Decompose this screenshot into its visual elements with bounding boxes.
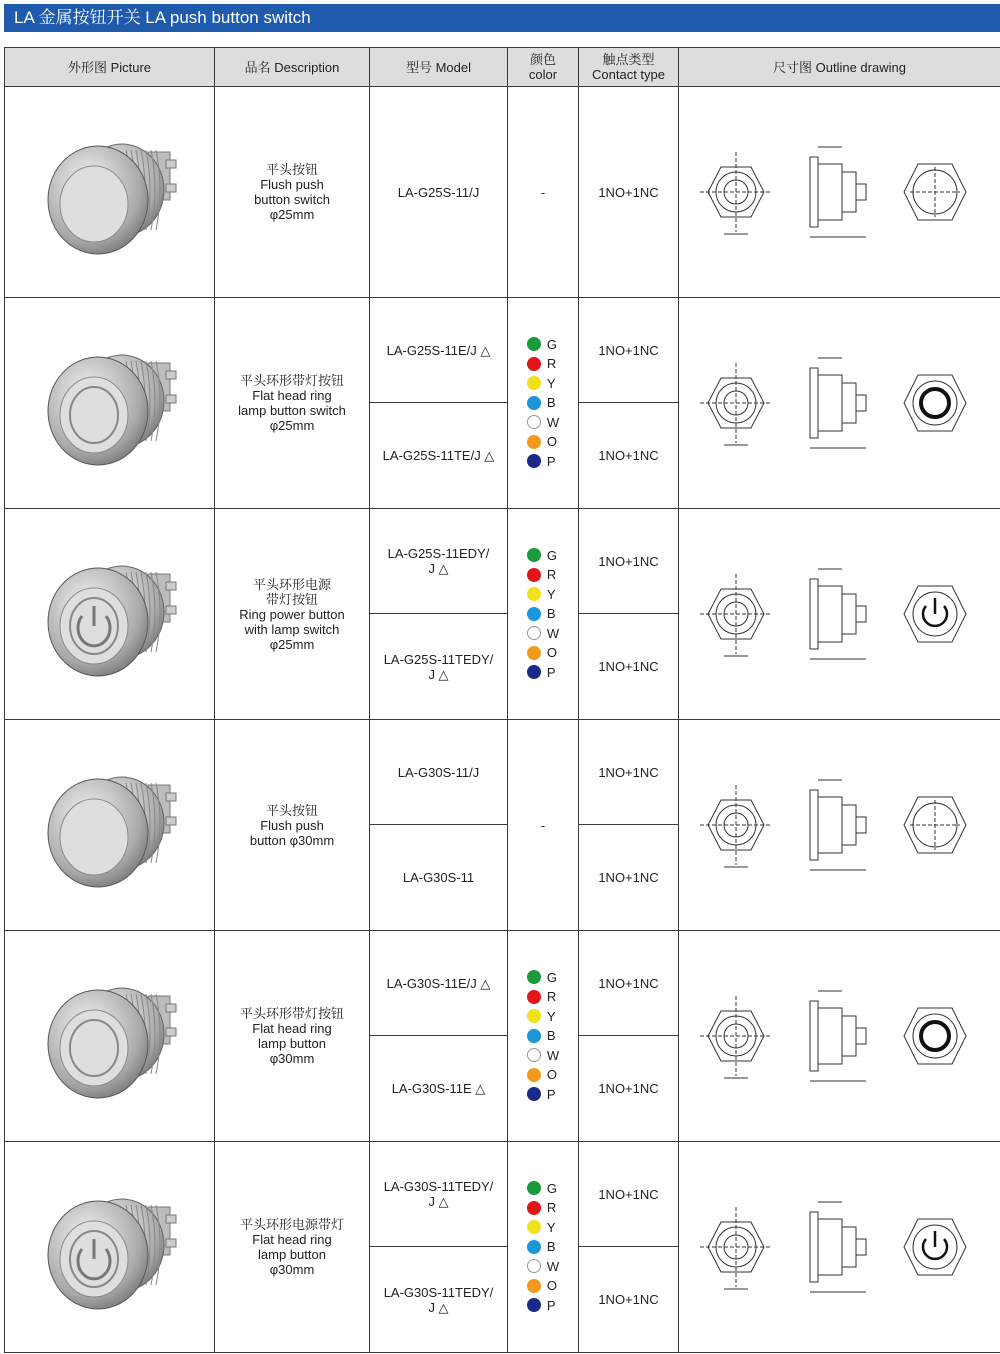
color-swatch-icon bbox=[527, 357, 541, 371]
description-cell bbox=[215, 931, 370, 1142]
color-option bbox=[527, 432, 559, 452]
header-drawing: 尺寸图 Outline drawing bbox=[679, 48, 1000, 87]
description-line: 平头环形带灯按钮 bbox=[239, 1006, 344, 1021]
drawing-cell bbox=[679, 298, 1000, 509]
description-line: with lamp switch bbox=[244, 621, 340, 637]
description-line: Flush push bbox=[260, 177, 324, 192]
table-row bbox=[5, 720, 1000, 825]
model-label: LA-G30S-11TEDY/ bbox=[383, 1284, 494, 1300]
model-cell bbox=[370, 1247, 508, 1353]
color-option bbox=[527, 1085, 559, 1105]
color-letter: B bbox=[546, 1028, 556, 1044]
drawing-cell bbox=[679, 931, 1000, 1142]
model-label: J △ bbox=[428, 1299, 449, 1315]
color-swatch-icon bbox=[527, 1240, 541, 1254]
description-cell bbox=[215, 720, 370, 931]
table-header-row bbox=[5, 48, 1000, 87]
color-swatch-icon bbox=[527, 990, 541, 1004]
model-label: LA-G30S-11E/J △ bbox=[386, 975, 491, 991]
color-swatch-icon bbox=[527, 396, 541, 410]
color-option bbox=[527, 565, 559, 585]
color-letter: Y bbox=[546, 586, 556, 602]
model-label: LA-G25S-11E/J △ bbox=[386, 342, 491, 358]
color-letter: W bbox=[546, 625, 560, 641]
color-cell bbox=[508, 931, 579, 1142]
outline-drawing-icon bbox=[690, 1177, 990, 1317]
description-cell bbox=[215, 87, 370, 298]
description-line: lamp button bbox=[258, 1036, 326, 1051]
color-option bbox=[527, 1198, 559, 1218]
description-line: Flat head ring bbox=[252, 1232, 332, 1247]
color-swatch-icon bbox=[527, 1009, 541, 1023]
description-line: button φ30mm bbox=[249, 832, 335, 848]
table-row bbox=[5, 298, 1000, 403]
color-letter: R bbox=[546, 356, 557, 372]
color-letter: G bbox=[546, 1180, 557, 1196]
color-letter: P bbox=[546, 664, 556, 680]
color-letter: R bbox=[546, 989, 557, 1005]
color-letter: G bbox=[546, 969, 557, 985]
description-line: 带灯按钮 bbox=[265, 591, 318, 607]
description-line: 平头环形带灯按钮 bbox=[239, 373, 344, 388]
picture-cell bbox=[5, 87, 215, 298]
color-dash: - bbox=[540, 817, 546, 833]
color-swatch-icon bbox=[527, 1087, 541, 1101]
model-label: LA-G25S-11TE/J △ bbox=[382, 448, 495, 463]
header-model: 型号 Model bbox=[370, 48, 508, 87]
table-row bbox=[5, 509, 1000, 614]
product-photo-icon bbox=[30, 745, 190, 905]
color-option bbox=[527, 1237, 559, 1257]
drawing-cell bbox=[679, 1142, 1000, 1353]
color-letter: R bbox=[546, 1200, 557, 1216]
color-swatch-icon bbox=[527, 1181, 541, 1195]
description-line: 平头环形电源 bbox=[252, 576, 331, 592]
header-color bbox=[508, 48, 579, 87]
color-dash: - bbox=[540, 184, 546, 200]
contact-cell: 1NO+1NC bbox=[579, 1142, 679, 1247]
product-photo-icon bbox=[30, 1167, 190, 1327]
color-cell bbox=[508, 298, 579, 509]
model-label: LA-G30S-11 bbox=[402, 870, 475, 885]
color-option bbox=[527, 643, 559, 663]
description-line: 平头按钮 bbox=[265, 802, 318, 818]
model-cell bbox=[370, 614, 508, 720]
color-option bbox=[527, 335, 559, 355]
table-row bbox=[5, 87, 1000, 298]
color-options bbox=[527, 335, 559, 472]
color-option bbox=[527, 624, 559, 644]
color-letter: W bbox=[546, 1258, 560, 1274]
color-swatch-icon bbox=[527, 1029, 541, 1043]
color-letter: O bbox=[546, 434, 557, 450]
color-letter: P bbox=[546, 1086, 556, 1102]
outline-drawing-icon bbox=[690, 122, 990, 262]
model-label: LA-G25S-11/J bbox=[397, 184, 480, 200]
color-swatch-icon bbox=[527, 435, 541, 449]
color-option bbox=[527, 374, 559, 394]
color-option bbox=[527, 1257, 559, 1277]
outline-drawing-icon bbox=[690, 755, 990, 895]
color-swatch-icon bbox=[527, 548, 541, 562]
contact-cell: 1NO+1NC bbox=[579, 298, 679, 403]
model-cell bbox=[370, 1036, 508, 1142]
table-body bbox=[5, 87, 1000, 1353]
product-photo-icon bbox=[30, 534, 190, 694]
outline-drawing-icon bbox=[690, 966, 990, 1106]
description-cell bbox=[215, 298, 370, 509]
color-letter: O bbox=[546, 645, 557, 661]
header-contact-cn: 触点类型 bbox=[602, 52, 655, 67]
outline-drawing-icon bbox=[690, 333, 990, 473]
color-letter: W bbox=[546, 1047, 560, 1063]
color-letter: B bbox=[546, 1239, 556, 1255]
model-cell bbox=[370, 931, 508, 1036]
color-option bbox=[527, 393, 559, 413]
model-cell bbox=[370, 403, 508, 509]
description-line: lamp button bbox=[258, 1247, 326, 1262]
drawing-cell bbox=[679, 509, 1000, 720]
page-banner: LA 金属按钮开关 LA push button switch bbox=[4, 4, 1000, 32]
color-option bbox=[527, 1026, 559, 1046]
header-description: 品名 Description bbox=[215, 48, 370, 87]
color-letter: P bbox=[546, 1297, 556, 1313]
header-color-en: color bbox=[528, 67, 558, 82]
color-swatch-icon bbox=[527, 587, 541, 601]
model-cell bbox=[370, 298, 508, 403]
description-line: φ30mm bbox=[269, 1051, 315, 1066]
color-option bbox=[527, 452, 559, 472]
header-color-cn: 颜色 bbox=[529, 52, 556, 67]
color-option bbox=[527, 604, 559, 624]
contact-cell: 1NO+1NC bbox=[579, 509, 679, 614]
contact-cell: 1NO+1NC bbox=[579, 825, 679, 931]
model-label: LA-G25S-11EDY/ bbox=[387, 546, 490, 561]
color-cell bbox=[508, 1142, 579, 1353]
table-row bbox=[5, 931, 1000, 1036]
color-option bbox=[527, 1065, 559, 1085]
contact-cell: 1NO+1NC bbox=[579, 87, 679, 298]
color-option bbox=[527, 1218, 559, 1238]
color-swatch-icon bbox=[527, 1279, 541, 1293]
picture-cell bbox=[5, 1142, 215, 1353]
color-swatch-icon bbox=[527, 626, 541, 640]
description-line: button switch bbox=[254, 192, 330, 207]
picture-cell bbox=[5, 509, 215, 720]
product-photo-icon bbox=[30, 112, 190, 272]
description-cell bbox=[215, 1142, 370, 1353]
contact-cell: 1NO+1NC bbox=[579, 614, 679, 720]
color-swatch-icon bbox=[527, 415, 541, 429]
color-swatch-icon bbox=[527, 1048, 541, 1062]
product-photo-icon bbox=[30, 323, 190, 483]
description-line: Ring power button bbox=[239, 606, 345, 622]
model-label: J △ bbox=[428, 561, 449, 576]
description-line: φ30mm bbox=[269, 1262, 315, 1277]
contact-cell: 1NO+1NC bbox=[579, 403, 679, 509]
color-letter: O bbox=[546, 1067, 557, 1083]
description-line: Flat head ring bbox=[252, 388, 332, 403]
color-swatch-icon bbox=[527, 454, 541, 468]
model-label: LA-G25S-11TEDY/ bbox=[383, 651, 494, 667]
color-option bbox=[527, 585, 559, 605]
color-option bbox=[527, 663, 559, 683]
model-label: J △ bbox=[428, 666, 449, 682]
outline-drawing-icon bbox=[690, 544, 990, 684]
color-swatch-icon bbox=[527, 1201, 541, 1215]
color-option bbox=[527, 987, 559, 1007]
color-option bbox=[527, 1179, 559, 1199]
description-line: 平头按钮 bbox=[265, 162, 318, 177]
model-cell bbox=[370, 509, 508, 614]
picture-cell bbox=[5, 298, 215, 509]
description-line: φ25mm bbox=[269, 207, 315, 222]
color-letter: Y bbox=[546, 1219, 556, 1235]
contact-cell: 1NO+1NC bbox=[579, 1036, 679, 1142]
description-line: φ25mm bbox=[269, 418, 315, 433]
contact-cell: 1NO+1NC bbox=[579, 931, 679, 1036]
color-cell bbox=[508, 509, 579, 720]
description-line: Flat head ring bbox=[252, 1021, 332, 1036]
model-cell bbox=[370, 720, 508, 825]
color-letter: P bbox=[546, 453, 556, 469]
color-option bbox=[527, 546, 559, 566]
color-option bbox=[527, 1276, 559, 1296]
color-option bbox=[527, 413, 559, 433]
color-swatch-icon bbox=[527, 337, 541, 351]
color-swatch-icon bbox=[527, 970, 541, 984]
model-cell bbox=[370, 1142, 508, 1247]
color-swatch-icon bbox=[527, 665, 541, 679]
color-letter: R bbox=[546, 567, 557, 583]
color-swatch-icon bbox=[527, 646, 541, 660]
product-table bbox=[4, 47, 1000, 1353]
description-line: lamp button switch bbox=[238, 403, 346, 418]
color-letter: B bbox=[546, 606, 556, 622]
picture-cell bbox=[5, 720, 215, 931]
header-contact bbox=[579, 48, 679, 87]
color-options bbox=[527, 968, 559, 1105]
color-letter: Y bbox=[546, 1008, 556, 1024]
color-swatch-icon bbox=[527, 1220, 541, 1234]
color-swatch-icon bbox=[527, 1298, 541, 1312]
model-cell bbox=[370, 87, 508, 298]
color-letter: Y bbox=[546, 375, 556, 391]
color-letter: W bbox=[546, 414, 560, 430]
color-option bbox=[527, 1296, 559, 1316]
color-option bbox=[527, 968, 559, 988]
color-letter: O bbox=[546, 1278, 557, 1294]
description-cell bbox=[215, 509, 370, 720]
color-letter: G bbox=[546, 547, 557, 563]
color-letter: B bbox=[546, 395, 556, 411]
color-option bbox=[527, 354, 559, 374]
description-line: Flush push bbox=[260, 817, 324, 833]
model-label: LA-G30S-11E △ bbox=[391, 1081, 486, 1096]
color-swatch-icon bbox=[527, 607, 541, 621]
color-options bbox=[527, 1179, 559, 1316]
color-cell bbox=[508, 87, 579, 298]
color-option bbox=[527, 1007, 559, 1027]
color-cell bbox=[508, 720, 579, 931]
drawing-cell bbox=[679, 720, 1000, 931]
drawing-cell bbox=[679, 87, 1000, 298]
product-photo-icon bbox=[30, 956, 190, 1116]
model-cell bbox=[370, 825, 508, 931]
color-swatch-icon bbox=[527, 1259, 541, 1273]
description-line: φ25mm bbox=[269, 636, 315, 652]
description-line: 平头环形电源带灯 bbox=[239, 1217, 344, 1232]
model-label: LA-G30S-11TEDY/ bbox=[383, 1179, 494, 1194]
color-letter: G bbox=[546, 336, 557, 352]
model-label: LA-G30S-11/J bbox=[397, 764, 480, 780]
model-label: J △ bbox=[428, 1194, 449, 1209]
color-swatch-icon bbox=[527, 568, 541, 582]
color-options bbox=[527, 546, 559, 683]
contact-cell: 1NO+1NC bbox=[579, 720, 679, 825]
color-swatch-icon bbox=[527, 1068, 541, 1082]
color-option bbox=[527, 1046, 559, 1066]
contact-cell: 1NO+1NC bbox=[579, 1247, 679, 1353]
header-contact-en: Contact type bbox=[592, 67, 665, 82]
color-swatch-icon bbox=[527, 376, 541, 390]
header-picture: 外形图 Picture bbox=[5, 48, 215, 87]
table-row bbox=[5, 1142, 1000, 1247]
picture-cell bbox=[5, 931, 215, 1142]
